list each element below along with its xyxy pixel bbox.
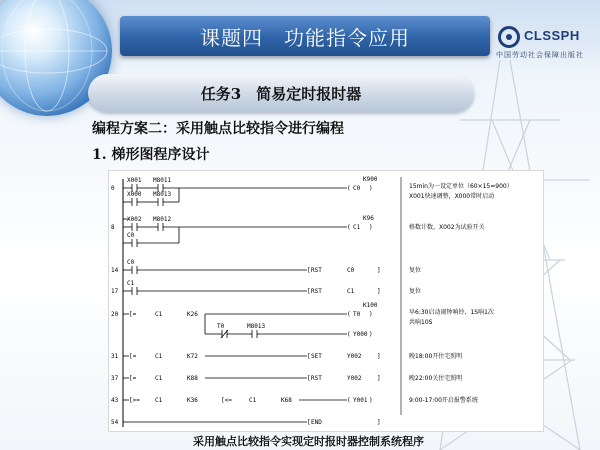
operand-label: Y002 xyxy=(347,375,362,382)
contact-label: C0 xyxy=(127,259,135,266)
contact-label: C1 xyxy=(127,280,135,287)
comment-text: X001快速调整，X000常时启动 xyxy=(409,193,495,200)
comment-text: 早6:30启动闹钟响铃，1S响1次 xyxy=(409,309,494,316)
contact-label: M8013 xyxy=(153,191,172,198)
compare-instr: [= xyxy=(129,311,137,318)
contact-label: T0 xyxy=(217,323,225,330)
comment-text: 晚18:00开住宅照明 xyxy=(409,353,463,360)
operand-label: C1 xyxy=(347,288,355,295)
step-number: 54 xyxy=(111,419,119,426)
compare-operand: C1 xyxy=(155,353,163,360)
contact-label: M8011 xyxy=(153,177,172,184)
compare-operand: K88 xyxy=(187,375,198,382)
compare-operand: C1 xyxy=(155,375,163,382)
coil-bracket: ) xyxy=(369,185,373,192)
comment-text: 晚22:00关住宅照明 xyxy=(409,375,463,382)
step-number: 37 xyxy=(111,375,119,382)
contact-label: X001 xyxy=(127,177,142,184)
comment-text: 复位 xyxy=(409,267,422,274)
compare-operand: C1 xyxy=(155,311,163,318)
contact-label: C0 xyxy=(127,232,135,239)
step-number: 14 xyxy=(111,267,119,274)
coil-bracket: ) xyxy=(369,397,373,404)
coil-bracket: ( xyxy=(347,185,351,192)
instr-bracket: ] xyxy=(377,419,381,426)
comment-text: 共响10S xyxy=(409,319,433,326)
scheme-heading: 编程方案二：采用触点比较指令进行编程 xyxy=(92,121,344,137)
instr-bracket: [ xyxy=(307,267,311,274)
compare-operand: K26 xyxy=(187,311,198,318)
logo-subtitle: 中国劳动社会保障出版社 xyxy=(496,51,584,59)
instruction-label: END xyxy=(311,419,322,426)
compare-operand: K68 xyxy=(281,397,292,404)
coil-bracket: ( xyxy=(347,397,351,404)
contact-label: M8012 xyxy=(153,216,172,223)
instr-bracket: ] xyxy=(377,288,381,295)
coil-bracket: ( xyxy=(347,224,351,231)
instruction-label: RST xyxy=(311,288,322,295)
instruction-label: RST xyxy=(311,267,322,274)
step-number: 20 xyxy=(111,311,119,318)
ladder-diagram xyxy=(108,170,544,432)
compare-operand: C1 xyxy=(155,397,163,404)
operand-label: C0 xyxy=(347,267,355,274)
coil-bracket: ( xyxy=(347,331,351,338)
logo-mark-icon xyxy=(498,26,520,48)
comment-text: 格数计数，X002为试验开关 xyxy=(409,224,485,231)
instr-bracket: [ xyxy=(307,375,311,382)
coil-bracket: ( xyxy=(347,311,351,318)
step-number: 31 xyxy=(111,353,119,360)
coil-label: Y000 xyxy=(353,331,368,338)
coil-bracket: ) xyxy=(369,224,373,231)
comment-text: 15min为一设定单位（60×15=900） xyxy=(409,183,513,190)
step-number: 0 xyxy=(111,185,115,192)
compare-operand: K72 xyxy=(187,353,198,360)
coil-parameter: K100 xyxy=(363,302,378,309)
comment-text: 复位 xyxy=(409,288,422,295)
ladder-diagram-svg xyxy=(109,171,543,431)
instr-bracket: ] xyxy=(377,267,381,274)
coil-bracket: ) xyxy=(369,331,373,338)
instr-bracket: [ xyxy=(307,288,311,295)
step-number: 17 xyxy=(111,288,119,295)
section-heading: 1. 梯形图程序设计 xyxy=(92,147,210,163)
coil-bracket: ) xyxy=(369,311,373,318)
lesson-title-bar xyxy=(120,16,490,56)
compare-instr: [= xyxy=(129,353,137,360)
coil-label: Y001 xyxy=(353,397,368,404)
publisher-logo xyxy=(494,14,598,64)
logo-text: CLSSPH xyxy=(524,28,580,43)
instr-bracket: [ xyxy=(307,353,311,360)
operand-label: Y002 xyxy=(347,353,362,360)
step-number: 43 xyxy=(111,397,119,404)
step-number: 8 xyxy=(111,224,115,231)
coil-label: C1 xyxy=(353,224,361,231)
coil-label: C0 xyxy=(353,185,361,192)
coil-parameter: K900 xyxy=(363,176,378,183)
compare-operand: K36 xyxy=(187,397,198,404)
coil-parameter: K96 xyxy=(363,215,374,222)
instr-bracket: [ xyxy=(307,419,311,426)
contact-label: X000 xyxy=(127,191,142,198)
compare-instr: [<= xyxy=(221,397,232,404)
compare-operand: C1 xyxy=(249,397,257,404)
instr-bracket: ] xyxy=(377,375,381,382)
coil-label: T0 xyxy=(353,311,361,318)
compare-instr: [= xyxy=(129,375,137,382)
task-title: 任务3 简易定时报时器 xyxy=(200,84,362,103)
contact-label: X002 xyxy=(127,216,142,223)
compare-instr: [>= xyxy=(129,397,140,404)
instruction-label: SET xyxy=(311,353,322,360)
task-title-bar xyxy=(88,74,474,112)
diagram-caption: 采用触点比较指令实现定时报时器控制系统程序 xyxy=(193,435,424,448)
instr-bracket: ] xyxy=(377,353,381,360)
instruction-label: RST xyxy=(311,375,322,382)
comment-text: 9:00-17:00开启报警系统 xyxy=(409,397,478,404)
contact-label: M8013 xyxy=(247,323,266,330)
lesson-title: 课题四 功能指令应用 xyxy=(200,25,410,50)
